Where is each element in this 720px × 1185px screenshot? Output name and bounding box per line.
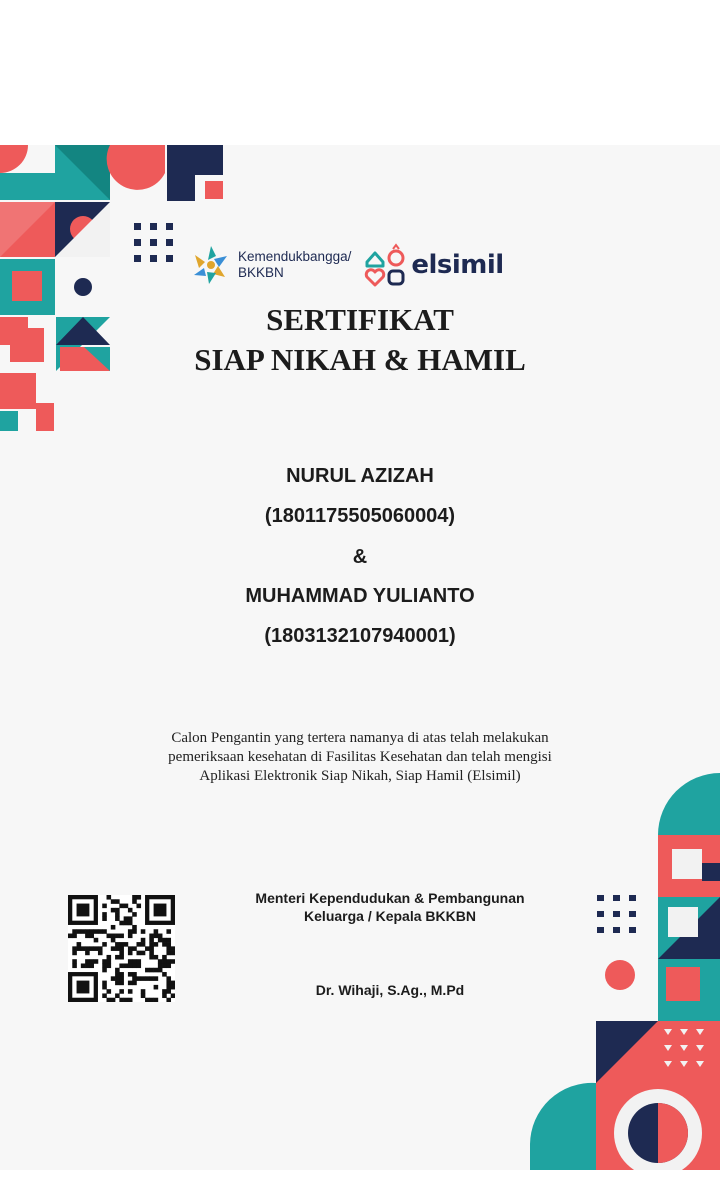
certificate bbox=[0, 145, 720, 1170]
person-2-name: MUHAMMAD YULIANTO bbox=[245, 585, 475, 607]
certificate-statement: Calon Pengantin yang tertera namanya di atas telah melakukan pemeriksaan kesehatan di Fasilitas Kesehatan dan telah mengisi Aplikasi Elektronik Siap Nikah, Siap Hamil (Elsimil) bbox=[168, 730, 552, 784]
kemendukbangga-bkkbn-logo-icon bbox=[190, 244, 232, 286]
signer-position-line-2: Keluarga / Kepala BKKBN bbox=[304, 908, 476, 924]
kemendukbangga-logo-text: Kemendukbangga/ BKKBN bbox=[238, 249, 352, 280]
top-left-geometric-decoration bbox=[0, 145, 225, 435]
title-line-1: SERTIFIKAT bbox=[266, 302, 454, 337]
elsimil-logo-icon bbox=[363, 242, 409, 288]
qr-code-icon bbox=[68, 895, 175, 1002]
title-line-2: SIAP NIKAH & HAMIL bbox=[194, 342, 526, 377]
signature-block bbox=[230, 889, 550, 999]
person-1-id: (1801175505060004) bbox=[264, 505, 456, 527]
signer-name: Dr. Wihaji, S.Ag., M.Pd bbox=[315, 982, 465, 998]
person-2-id: (1803132107940001) bbox=[264, 625, 456, 647]
elsimil-logo-text: elsimil bbox=[411, 250, 504, 280]
bottom-right-geometric-decoration bbox=[530, 773, 720, 1170]
signer-position-line-1: Menteri Kependudukan & Pembangunan bbox=[255, 890, 525, 906]
logo-row bbox=[190, 240, 504, 290]
ampersand: & bbox=[352, 546, 368, 568]
person-1-name: NURUL AZIZAH bbox=[286, 465, 434, 487]
certificate-title bbox=[0, 300, 720, 380]
